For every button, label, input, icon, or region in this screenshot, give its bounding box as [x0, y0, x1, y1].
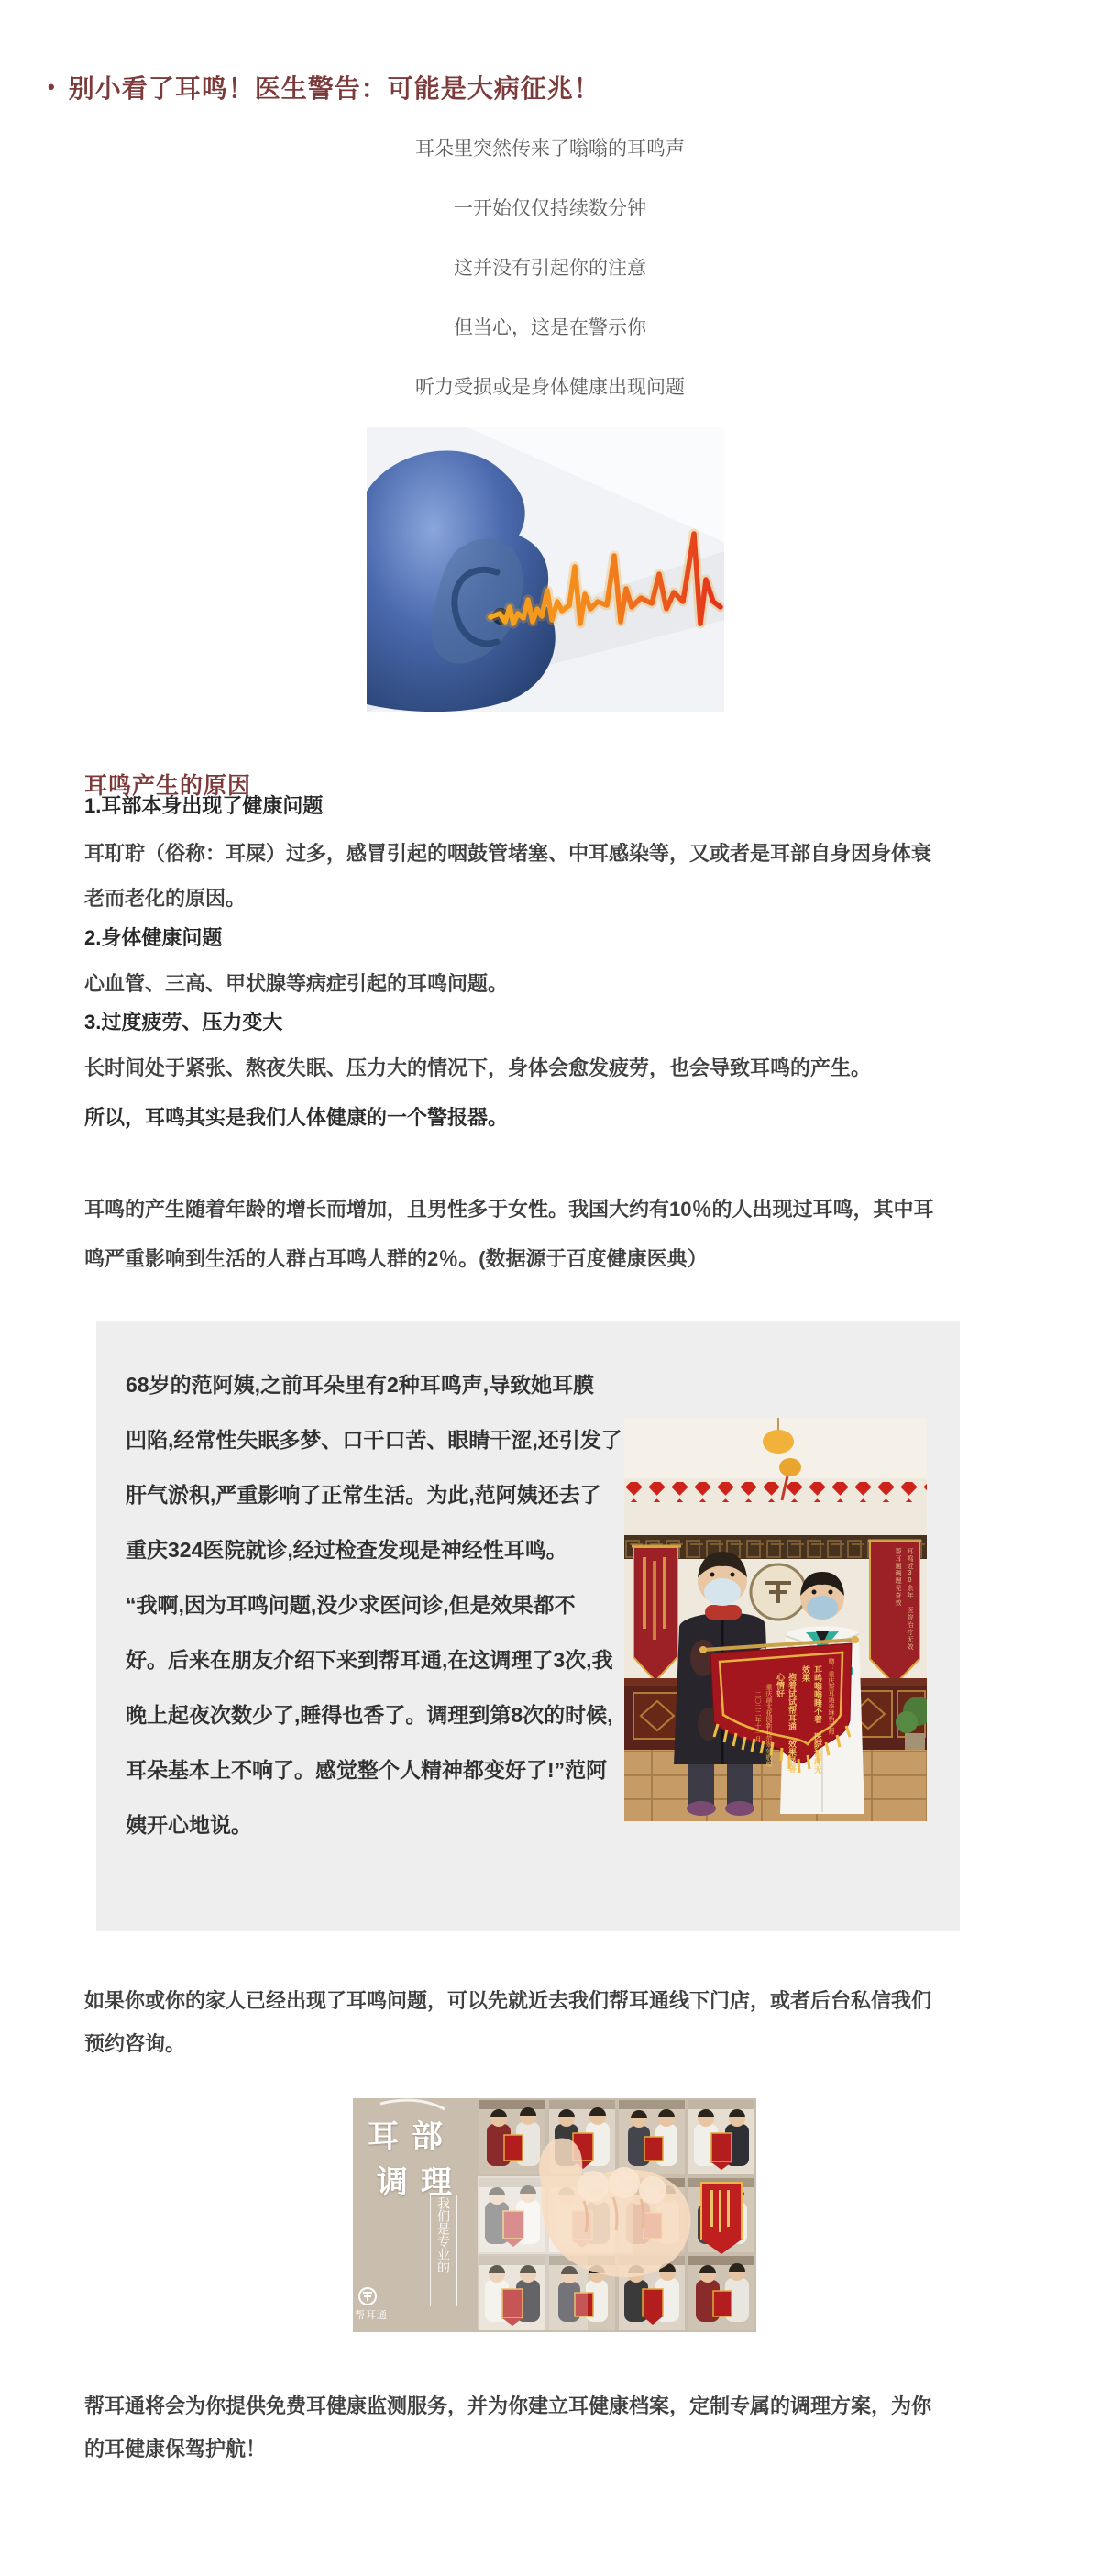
intro-line: 这并没有引起你的注意	[454, 258, 646, 279]
story-line: 68岁的范阿姨,之前耳朵里有2种耳鸣声,导致她耳膜	[126, 1373, 595, 1397]
testimonial-photo	[624, 1418, 927, 1821]
quote-line: 耳朵基本上不响了。感觉整个人精神都变好了!”范阿	[126, 1758, 608, 1782]
stats-paragraph: 耳鸣的产生随着年龄的增长而增加，且男性多于女性。我国大约有10％的人出现过耳鸣，其中耳鸣严重影响到生活的人群占耳鸣人群的2％。(数据源于百度健康医典）	[84, 1198, 934, 1270]
story-line: 肝气淤积,严重影响了正常生活。为此,范阿姨还去了	[126, 1483, 601, 1507]
cause-3-body: 长时间处于紧张、熬夜失眠、压力大的情况下，身体会愈发疲劳，也会导致耳鸣的产生。	[84, 1056, 872, 1079]
pennant-text-overlay	[727, 1656, 837, 1777]
ear-soundwave-image	[367, 427, 724, 712]
quote-line: “我啊,因为耳鸣问题,没少求医问诊,但是效果都不	[126, 1593, 576, 1617]
cause-2-title: 2.身体健康问题	[84, 926, 223, 949]
promo-title-line2: 调理	[377, 2165, 465, 2200]
intro-line: 一开始仅仅持续数分钟	[454, 198, 646, 219]
wall-pennant-text: 耳鸣近30余年 医院治疗无效 帮耳通调理见奇效	[895, 1548, 913, 1651]
testimonial-text	[126, 1357, 625, 1852]
page-title-text: 别小看了耳鸣！医生警告：可能是大病征兆！	[68, 73, 600, 103]
section-heading: 耳鸣产生的原因	[84, 772, 252, 799]
pennant-line2: 抱着试试帮耳通 效果显著心情好	[776, 1673, 797, 1773]
pennant-date: 二〇二二年十一月	[754, 1691, 761, 1742]
page-title	[48, 69, 600, 105]
cause-3-title: 3.过度疲劳、压力变大	[84, 1011, 283, 1034]
intro-lines	[0, 119, 1100, 417]
pennant-line1: 耳鸣嗡嗡睡不着 医院治疗无效果	[801, 1665, 822, 1774]
promo-tagline: 我们是专业的	[430, 2195, 457, 2306]
left-wall-pennant	[632, 1546, 681, 1681]
conclusion-text: 所以，耳鸣其实是我们人体健康的一个警报器。	[84, 1106, 509, 1129]
cause-1-body: 耳耵聍（俗称：耳屎）过多，感冒引起的咽鼓管堵塞、中耳感染等，又或者是耳部自身因身体衰老而老化的原因。	[84, 842, 932, 910]
closing-paragraph: 帮耳通将会为你提供免费耳健康监测服务，并为你建立耳健康档案，定制专属的调理方案，为你的耳健康保驾护航！	[84, 2394, 932, 2460]
cause-2-body: 心血管、三高、甲状腺等病症引起的耳鸣问题。	[84, 972, 509, 995]
story-line: 凹陷,经常性失眠多梦、口干口苦、眼睛干涩,还引发了	[126, 1428, 622, 1452]
promo-banner-image	[353, 2098, 756, 2332]
testimonial-card	[96, 1321, 960, 1931]
story-line: 重庆324医院就诊,经过检查发现是神经性耳鸣。	[126, 1538, 567, 1562]
quote-line: 晚上起夜次数少了,睡得也香了。调理到第8次的时候,	[126, 1703, 613, 1727]
promo-title-line1: 耳部	[368, 2119, 456, 2154]
pennant-signature: 重庆渝北花园新村范翠荣敬赠	[765, 1684, 772, 1767]
collage-pennant	[701, 2183, 742, 2254]
intro-line: 但当心，这是在警示你	[454, 317, 646, 338]
intro-line: 耳朵里突然传来了嗡嗡的耳鸣声	[415, 138, 685, 160]
brand-logo-text: 帮耳通	[355, 2310, 388, 2321]
quote-line: 姨开心地说。	[126, 1813, 252, 1837]
cta-paragraph: 如果你或你的家人已经出现了耳鸣问题，可以先就近去我们帮耳通线下门店，或者后台私信我们预约咨询。	[84, 1989, 932, 2055]
cause-1-title: 1.耳部本身出现了健康问题	[84, 794, 324, 817]
quote-line: 好。后来在朋友介绍下来到帮耳通,在这调理了3次,我	[126, 1648, 613, 1672]
pennant-dedication: 赠：重庆帮耳通李琳怡老师	[828, 1658, 834, 1735]
intro-line: 听力受损或是身体健康出现问题	[415, 377, 685, 398]
title-bullet-icon: •	[48, 74, 56, 98]
